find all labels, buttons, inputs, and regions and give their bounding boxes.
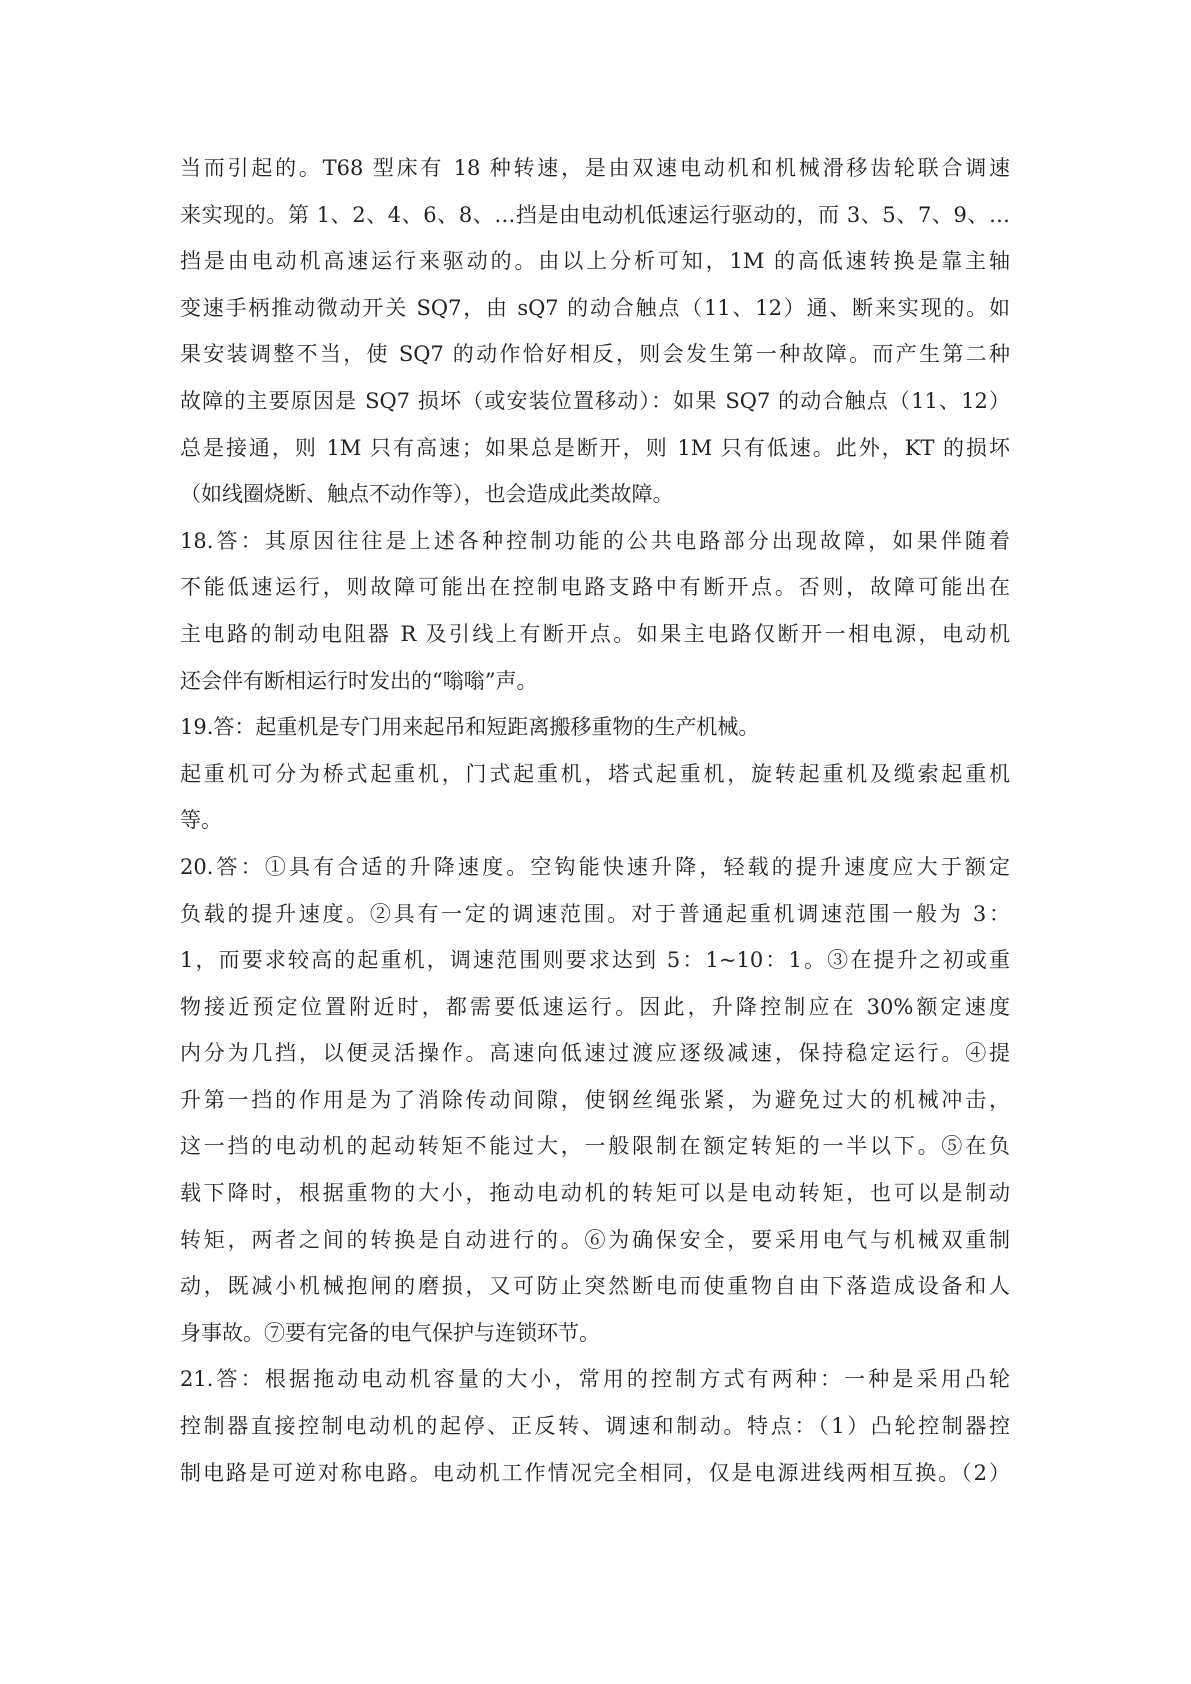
text-line: 起重机可分为桥式起重机，门式起重机，塔式起重机，旋转起重机及缆索起重机 xyxy=(180,761,1010,786)
text-line: 主电路的制动电阻器 R 及引线上有断开点。如果主电路仅断开一相电源，电动机 xyxy=(180,621,1010,646)
text-line: 当而引起的。T68 型床有 18 种转速，是由双速电动机和机械滑移齿轮联合调速 xyxy=(180,156,1010,180)
text-line: 1，而要求较高的起重机，调速范围则要求达到 5：1~10：1。③在提升之初或重 xyxy=(180,948,1010,973)
text-line: 变速手柄推动微动开关 SQ7，由 sQ7 的动合触点（11、12）通、断来实现的。如 xyxy=(180,295,1010,320)
text-line: （如线圈烧断、触点不动作等），也会造成此类故障。 xyxy=(180,482,674,507)
text-line: 不能低速运行，则故障可能出在控制电路支路中有断开点。否则，故障可能出在 xyxy=(180,575,1010,600)
text-line: 动，既减小机械抱闸的磨损，又可防止突然断电而使重物自由下落造成设备和人 xyxy=(180,1274,1010,1299)
text-line: 19.答：起重机是专门用来起吊和短距离搬移重物的生产机械。 xyxy=(180,715,760,740)
text-line: 等。 xyxy=(180,808,222,833)
text-line: 21.答：根据拖动电动机容量的大小，常用的控制方式有两种：一种是采用凸轮 xyxy=(180,1367,1010,1392)
text-line: 转矩，两者之间的转换是自动进行的。⑥为确保安全，要采用电气与机械双重制 xyxy=(180,1227,1010,1252)
document-body xyxy=(180,145,1010,1496)
text-line: 负载的提升速度。②具有一定的调速范围。对于普通起重机调速范围一般为 3： xyxy=(180,901,1010,926)
text-line: 故障的主要原因是 SQ7 损坏（或安装位置移动）：如果 SQ7 的动合触点（11、12） xyxy=(180,388,1010,413)
text-line: 控制器直接控制电动机的起停、正反转、调速和制动。特点：（1）凸轮控制器控 xyxy=(180,1414,1010,1439)
text-line: 来实现的。第 1、2、4、6、8、…挡是由电动机低速运行驱动的，而 3、5、7、9、… xyxy=(180,202,1010,227)
text-line: 还会伴有断相运行时发出的“嗡嗡”声。 xyxy=(180,668,538,693)
text-line: 果安装调整不当，使 SQ7 的动作恰好相反，则会发生第一种故障。而产生第二种 xyxy=(180,342,1010,367)
text-line: 载下降时，根据重物的大小，拖动电动机的转矩可以是电动转矩，也可以是制动 xyxy=(180,1181,1010,1206)
text-line: 升第一挡的作用是为了消除传动间隙，使钢丝绳张紧，为避免过大的机械冲击， xyxy=(180,1087,1010,1112)
text-line: 身事故。⑦要有完备的电气保护与连锁环节。 xyxy=(180,1320,600,1345)
text-line: 制电路是可逆对称电路。电动机工作情况完全相同，仅是电源进线两相互换。（2） xyxy=(180,1460,1010,1485)
text-line: 总是接通，则 1M 只有高速；如果总是断开，则 1M 只有低速。此外，KT 的损坏 xyxy=(180,435,1010,460)
text-line: 这一挡的电动机的起动转矩不能过大，一般限制在额定转矩的一半以下。⑤在负 xyxy=(180,1134,1010,1159)
text-line: 20.答：①具有合适的升降速度。空钩能快速升降，轻载的提升速度应大于额定 xyxy=(180,854,1010,879)
text-line: 物接近预定位置附近时，都需要低速运行。因此，升降控制应在 30%额定速度 xyxy=(180,994,1010,1019)
text-line: 挡是由电动机高速运行来驱动的。由以上分析可知，1M 的高低速转换是靠主轴 xyxy=(180,249,1010,274)
text-line: 18.答：其原因往往是上述各种控制功能的公共电路部分出现故障，如果伴随着 xyxy=(180,528,1010,553)
text-line: 内分为几挡，以便灵活操作。高速向低速过渡应逐级减速，保持稳定运行。④提 xyxy=(180,1041,1010,1066)
